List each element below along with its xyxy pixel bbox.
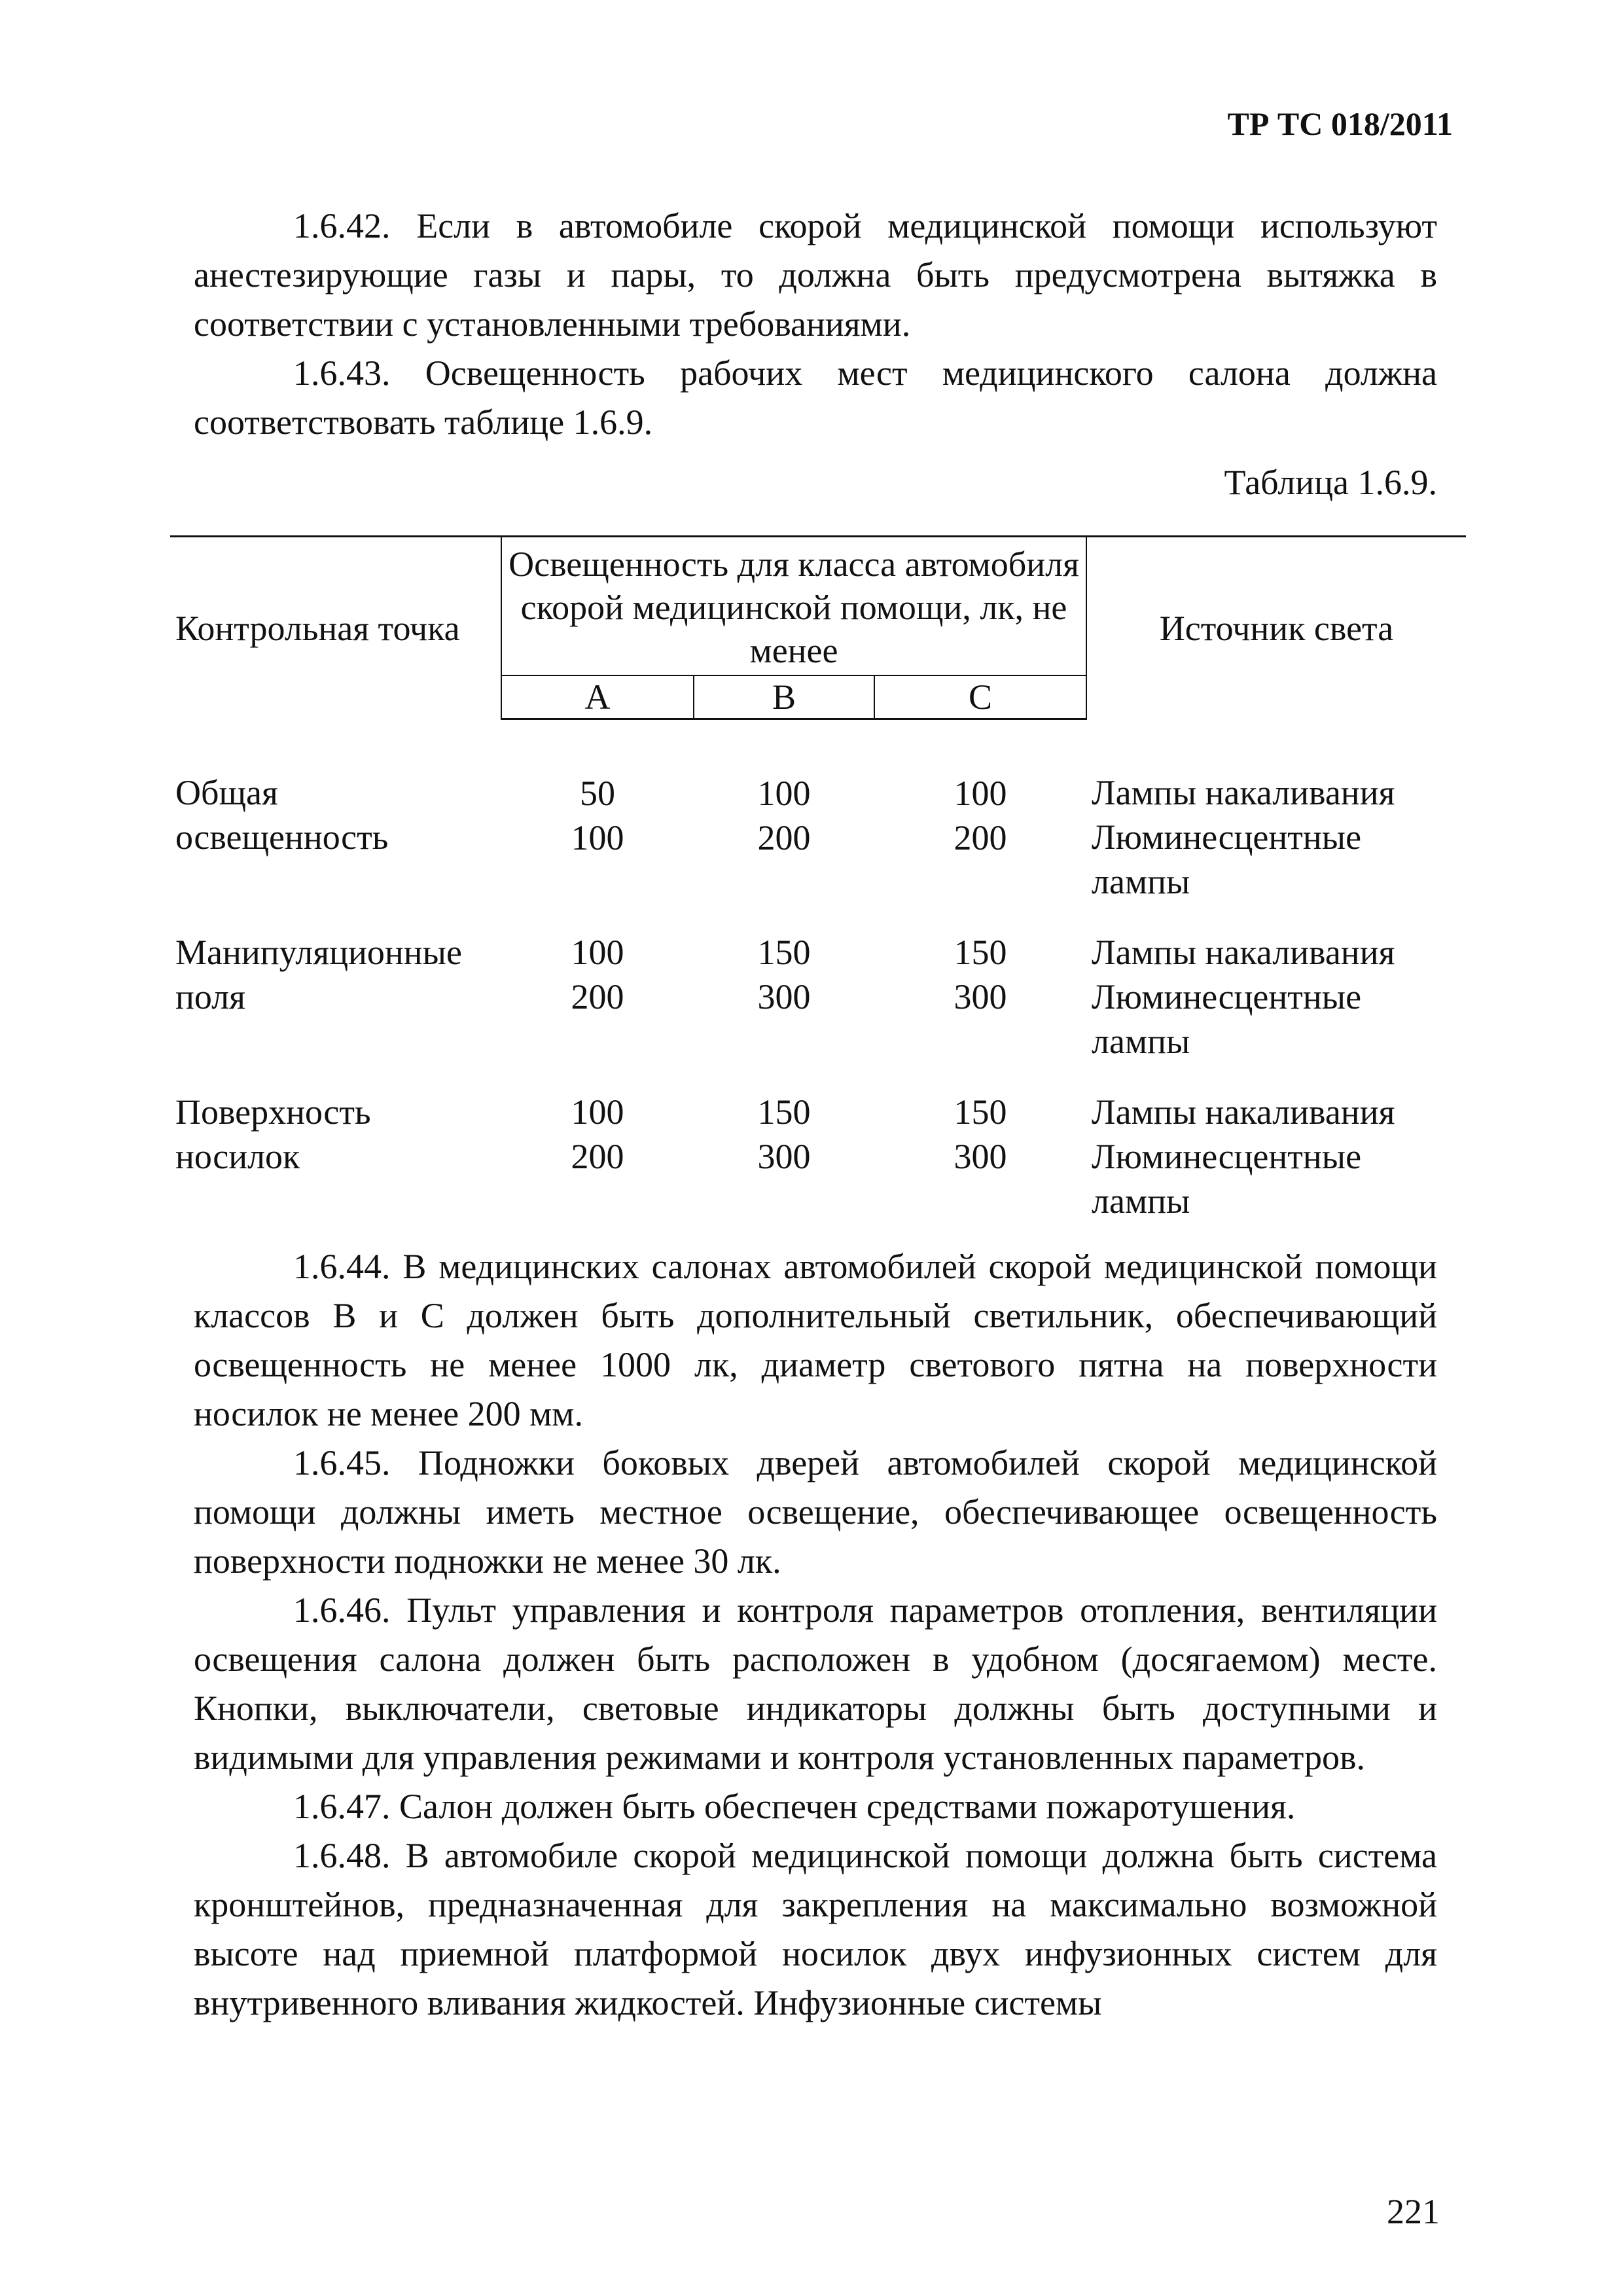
row-control-point: Общая освещенность	[175, 772, 389, 857]
row-value-class-a: 50 100	[571, 774, 624, 857]
page-number: 221	[1387, 2192, 1440, 2231]
text-block-after-table	[194, 1242, 1437, 2028]
row-value-class-b: 150 300	[757, 1092, 811, 1176]
row-control-point: Поверхность носилок	[175, 1092, 371, 1176]
paragraph-1-6-47: 1.6.47. Салон должен быть обеспечен средствами пожаротушения.	[293, 1787, 1296, 1826]
row-value-class-a: 100 200	[571, 1092, 624, 1176]
paragraph-1-6-46: 1.6.46. Пульт управления и контроля параметров отопления, вентиляции освещения салона должен быть расположен в удобном (досягаемом) месте. Кнопки, выключатели, световые индикаторы должны быть доступными и видимыми для управления режимами и контроля установленных параметров.	[194, 1590, 1437, 1777]
paragraph-1-6-48: 1.6.48. В автомобиле скорой медицинской помощи должна быть система кронштейнов, предназначенная для закрепления на максимально возможной высоте над приемной платформой носилок двух инфузионных систем для внутривенного вливания жидкостей. Инфузионные системы	[194, 1836, 1437, 2022]
table-row	[170, 719, 1466, 904]
table-caption: Таблица 1.6.9.	[1224, 463, 1437, 502]
header-class-b: B	[694, 675, 874, 719]
row-light-source: Лампы накаливания Люминесцентные лампы	[1092, 1092, 1395, 1221]
text-block-before-table	[194, 202, 1437, 447]
illuminance-table-wrapper	[170, 535, 1466, 1223]
row-value-class-b: 150 300	[757, 932, 811, 1016]
paragraph-1-6-45: 1.6.45. Подножки боковых дверей автомобилей скорой медицинской помощи должны иметь местное освещение, обеспечивающее освещенность поверхности подножки не менее 30 лк.	[194, 1443, 1437, 1581]
row-value-class-c: 100 200	[954, 774, 1007, 857]
header-illuminance-group: Освещенность для класса автомобиля скорой медицинской помощи, лк, не менее	[501, 537, 1086, 676]
document-code-header: ТР ТС 018/2011	[1227, 105, 1453, 142]
paragraph-1-6-43: 1.6.43. Освещенность рабочих мест медицинского салона должна соответствовать таблице 1.6.9.	[194, 353, 1437, 442]
header-class-c: C	[874, 675, 1086, 719]
header-control-point: Контрольная точка	[170, 537, 501, 719]
illuminance-table	[170, 535, 1466, 1223]
row-light-source: Лампы накаливания Люминесцентные лампы	[1092, 932, 1395, 1061]
paragraph-1-6-44: 1.6.44. В медицинских салонах автомобилей скорой медицинской помощи классов В и С должен быть дополнительный светильник, обеспечивающий освещенность не менее 1000 лк, диаметр светового пятна на поверхности носилок не менее 200 мм.	[194, 1247, 1437, 1433]
row-value-class-c: 150 300	[954, 932, 1007, 1016]
table-row	[170, 1064, 1466, 1223]
row-value-class-b: 100 200	[757, 774, 811, 857]
row-control-point: Манипуляционные поля	[175, 932, 462, 1016]
header-light-source: Источник света	[1086, 537, 1466, 719]
row-value-class-a: 100 200	[571, 932, 624, 1016]
row-light-source: Лампы накаливания Люминесцентные лампы	[1092, 772, 1395, 901]
row-value-class-c: 150 300	[954, 1092, 1007, 1176]
header-class-a: A	[501, 675, 694, 719]
table-row	[170, 904, 1466, 1064]
paragraph-1-6-42: 1.6.42. Если в автомобиле скорой медицинской помощи используют анестезирующие газы и пары, то должна быть предусмотрена вытяжка в соответствии с установленными требованиями.	[194, 206, 1437, 344]
